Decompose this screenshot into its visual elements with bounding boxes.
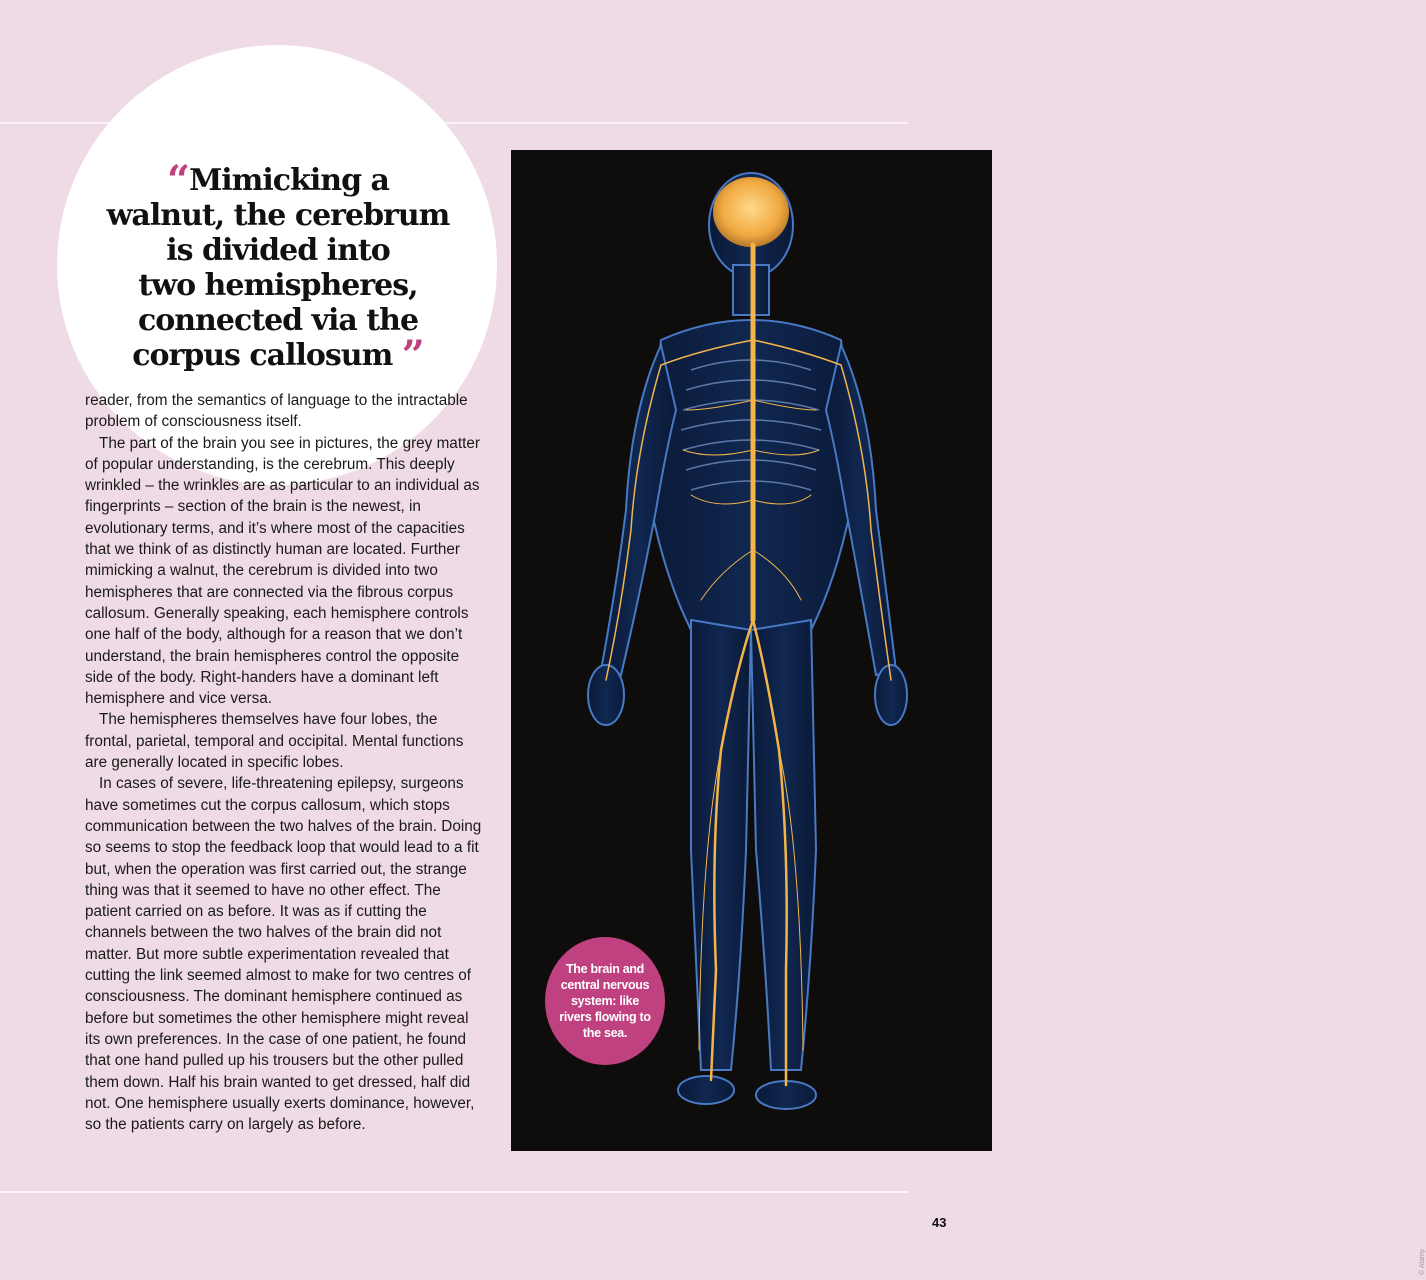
pullquote-line: connected via the <box>137 303 419 338</box>
pullquote-line: two hemispheres, <box>138 268 418 303</box>
close-quote-icon: ” <box>401 332 424 379</box>
paragraph: In cases of severe, life-threatening epilepsy, surgeons have sometimes cut the corpus callosum, which stops communication between the two halves of the brain. Doing so seems to stop the feedback loop that would lead to a fit but, when the operation was first carried out, the strange thing was that it seemed to have no other effect. The patient carried on as before. It was as if cutting the channels between the two halves of the brain did not matter. But more subtle experimentation revealed that cutting the link seemed almost to make for two centres of consciousness. The dominant hemisphere continued as before but sometimes the other hemisphere might reveal its own preferences. In the case of one patient, he found that one hand pulled up his trousers but the other pulled them down. Half his brain wanted to get dressed, half did not. One hemisphere usually exerts dominance, however, so the patients carry on largely as before. <box>85 775 482 1134</box>
pullquote <box>95 157 461 379</box>
paragraph: reader, from the semantics of language to the intractable problem of consciousness itself. <box>85 392 468 431</box>
pullquote-line: is divided into <box>166 233 390 268</box>
pullquote-line: walnut, the cerebrum <box>106 198 450 233</box>
article-body <box>85 390 485 1135</box>
pullquote-line: corpus callosum ” <box>132 332 424 379</box>
caption-badge <box>545 937 665 1065</box>
page-number: 43 <box>932 1215 947 1230</box>
bottom-rule <box>0 1191 908 1193</box>
photo-credit: © Alamy <box>1419 1248 1426 1275</box>
pullquote-line: “Mimicking a <box>167 157 389 204</box>
caption-text: The brain and central nervous system: like rivers flowing to the sea. <box>559 962 651 1040</box>
paragraph: The hemispheres themselves have four lobes, the frontal, parietal, temporal and occipital. Mental functions are generally located in specific lobes. <box>85 711 464 772</box>
paragraph: The part of the brain you see in pictures, the grey matter of popular understanding, is the cerebrum. This deeply wrinkled – the wrinkles are as particular to an individual as fingerprints – section of the brain is the newest, in evolutionary terms, and it’s where most of the capacities that we think of as distinctly human are located. Further mimicking a walnut, the cerebrum is divided into two hemispheres that are connected via the fibrous corpus callosum. Generally speaking, each hemisphere controls one half of the body, although for a reason that we don’t understand, the brain hemispheres control the opposite side of the body. Right-handers have a dominant left hemisphere and vice versa. <box>85 434 480 708</box>
open-quote-icon: “ <box>167 157 190 204</box>
